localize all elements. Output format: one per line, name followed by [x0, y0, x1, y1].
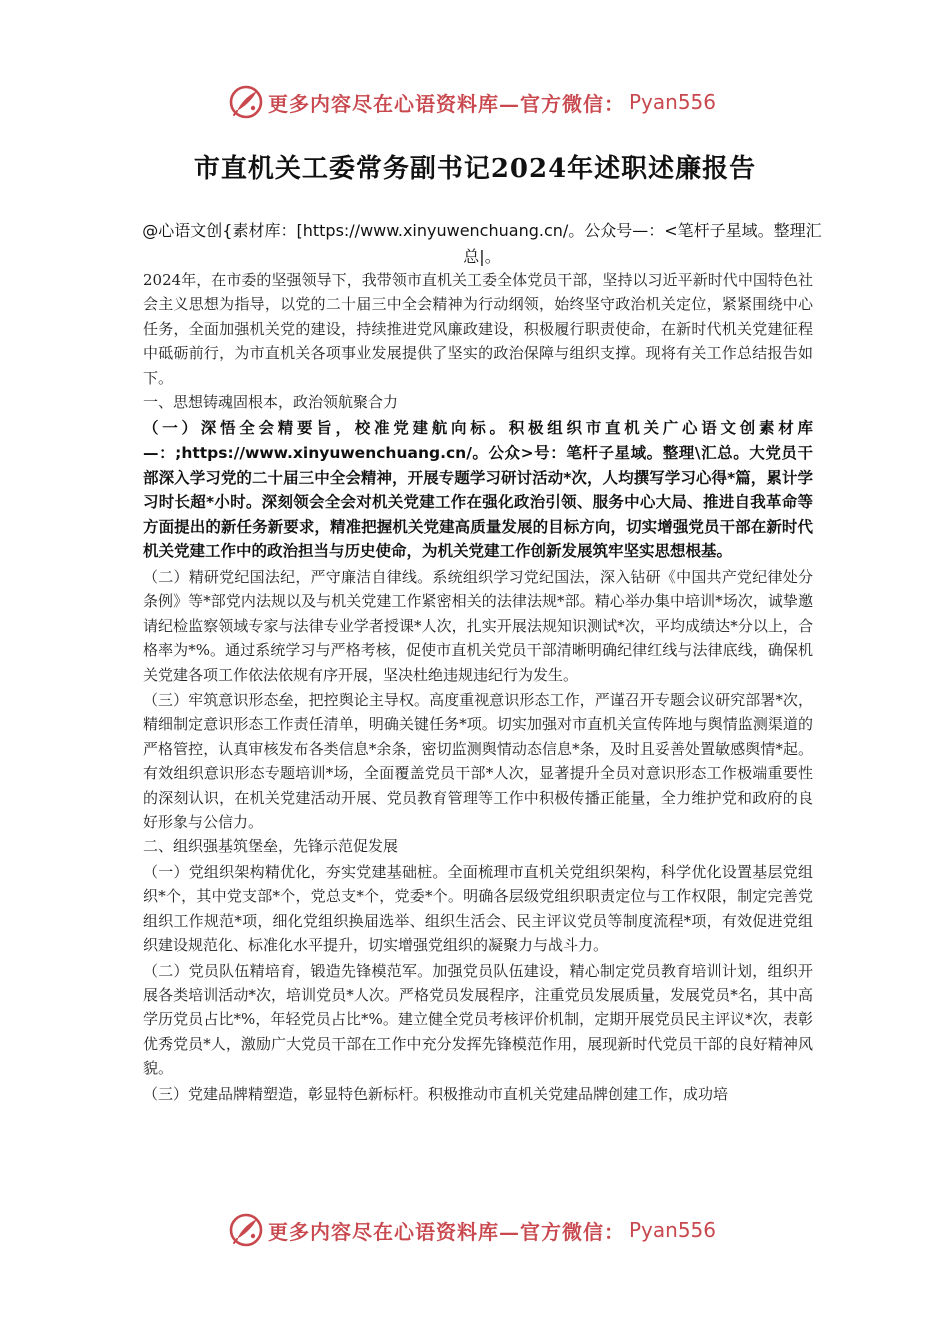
quill-pen-logo-icon: [228, 84, 264, 120]
document-body: [143, 268, 813, 1106]
section-heading-1: 一、思想铸魂固根本，政治领航聚合力: [143, 393, 399, 412]
quill-pen-logo-icon: [228, 1212, 264, 1248]
subsection-2-3: （三）党建品牌精塑造，彰显特色新标杆。积极推动市直机关党建品牌创建工作，成功培: [143, 1084, 729, 1103]
watermark-banner-bottom: [228, 1210, 716, 1250]
subsection-1-2: （二）精研党纪国法纪，严守廉洁自律线。系统组织学习党纪国法，深入钻研《中国共产党纪律处分条例》等*部党内法规以及与机关党建工作紧密相关的法律法规*部。精心举办集中培训*场次，诚挚邀请纪检监察领域专家与法律专业学者授课*人次，扎实开展法规知识测试*次，平均成绩达*分以上，合格率为*%。通过系统学习与严格考核，促使市直机关党员干部清晰明确纪律红线与法律底线，确保机关党建各项工作依法依规有序开展，坚决杜绝违规违纪行为发生。: [143, 568, 813, 684]
source-line: @心语文创{素材库：[https://www.xinyuwenchuang.cn/。公众号—：<笔杆子星域。整理汇总|。: [142, 221, 822, 266]
intro-paragraph: 2024年，在市委的坚强领导下，我带领市直机关工委全体党员干部，坚持以习近平新时代中国特色社会主义思想为指导，以党的二十届三中全会精神为行动纲领，始终坚守政治机关定位，紧紧围绕中心任务，全面加强机关党的建设，持续推进党风廉政建设，积极履行职责使命，在新时代机关党建征程中砥砺前行，为市直机关各项事业发展提供了坚实的政治保障与组织支撑。现将有关工作总结报告如下。: [143, 271, 813, 387]
document-title: 市直机关工委常务副书记2024年述职述廉报告: [193, 154, 757, 184]
subsection-2-2: （二）党员队伍精培育，锻造先锋模范军。加强党员队伍建设，精心制定党员教育培训计划，组织开展各类培训活动*次，培训党员*人次。严格党员发展程序，注重党员发展质量，发展党员*名，其中高学历党员占比*%，年轻党员占比*%。建立健全党员考核评价机制，定期开展党员民主评议*次，表彰优秀党员*人，激励广大党员干部在工作中充分发挥先锋模范作用，展现新时代党员干部的良好精神风貌。: [143, 961, 813, 1078]
watermark-wechat-id: Pyan556: [629, 90, 717, 114]
watermark-text: 更多内容尽在心语资料库—官方微信：: [268, 91, 625, 116]
subsection-1-3: （三）牢筑意识形态垒，把控舆论主导权。高度重视意识形态工作，严谨召开专题会议研究部署*次，精细制定意识形态工作责任清单，明确关键任务*项。切实加强对市直机关宣传阵地与舆情监测渠道的严格管控，认真审核发布各类信息*余条，密切监测舆情动态信息*条，及时且妥善处置敏感舆情*起。有效组织意识形态专题培训*场，全面覆盖党员干部*人次，显著提升全员对意识形态工作极端重要性的深刻认识，在机关党建活动开展、党员教育管理等工作中积极传播正能量，全力维护党和政府的良好形象与公信力。: [143, 691, 813, 832]
subsection-2-1: （一）党组织架构精优化，夯实党建基础桩。全面梳理市直机关党组织架构，科学优化设置基层党组织*个，其中党支部*个，党总支*个，党委*个。明确各层级党组织职责定位与工作权限，制定完善党组织工作规范*项，细化党组织换届选举、组织生活会、民主评议党员等制度流程*项，有效促进党组织建设规范化、标准化水平提升，切实增强党组织的凝聚力与战斗力。: [143, 862, 813, 955]
watermark-banner-top: [228, 82, 716, 122]
section-heading-2: 二、组织强基筑堡垒，先锋示范促发展: [143, 837, 399, 856]
watermark-wechat-id: Pyan556: [629, 1218, 717, 1242]
watermark-text: 更多内容尽在心语资料库—官方微信：: [268, 1219, 625, 1244]
subsection-1-1: （一）深悟全会精要旨，校准党建航向标。积极组织市直机关广心语文创素材库—：;https://www.xinyuwenchuang.cn/。公众>号：笔杆子星域。整理\汇总。大党员干部深入学习党的二十届三中全会精神，开展专题学习研讨活动*次，人均撰写学习心得*篇，累计学习时长超*小时。深刻领会全会对机关党建工作在强化政治引领、服务中心大局、推进自我革命等方面提出的新任务新要求，精准把握机关党建高质量发展的目标方向，切实增强党员干部在新时代机关党建工作中的政治担当与历史使命，为机关党建工作创新发展筑牢坚实思想根基。: [143, 419, 813, 561]
